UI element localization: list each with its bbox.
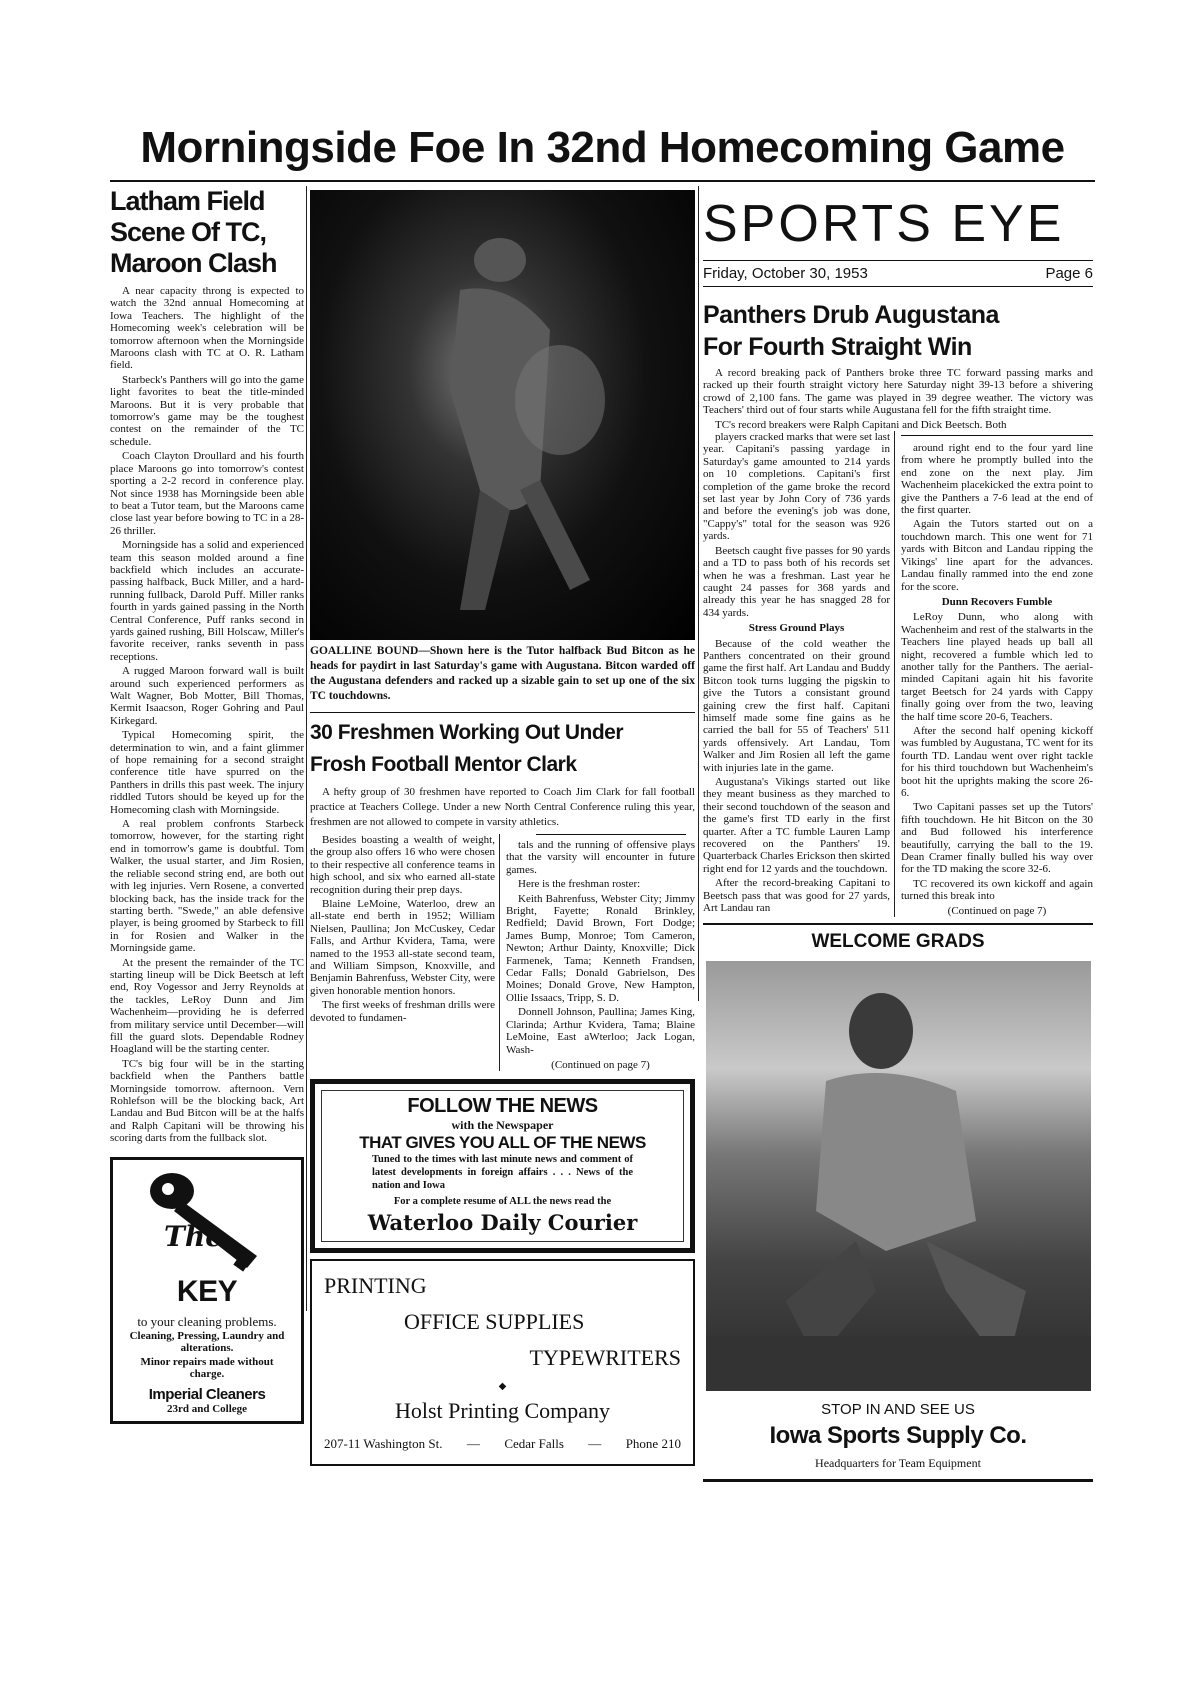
- ad-headline-2: THAT GIVES YOU ALL OF THE NEWS: [359, 1132, 646, 1152]
- paragraph: Again the Tutors started out on a touchdown march. This one went for 71 yards with Bitcon and Landau ripping the Vikings' line apart for the advances. Landau finally rammed into the end zone for the score.: [901, 518, 1093, 593]
- paragraph: Augustana's Vikings started out like they meant business as they marched to their second touchdown of the season and the game's first TD early in the first quarter. After a TC fumble Lauren Lamp recovered on the Panthers' 19. Quarterback Charles Erickson then skirted right end for 12 yards and the touchdown.: [703, 776, 890, 875]
- headline-line: Latham Field: [110, 186, 265, 216]
- paragraph: A real problem confronts Starbeck tomorrow, however, for the starting right end in tomorrow's game is doubtful. Tom Walker, the usual starter, and Jim Rosien, the reliable second string end, are both out with leg injuries. Vern Rosene, a converted blocking back, has the inside track for the starting berth. "Swede," an able defensive player, is being groomed by Starbeck to fill in for Rosien and Walker in the Morningside game.: [110, 818, 304, 955]
- dateline: [703, 261, 1093, 286]
- paragraph: After the second half opening kickoff was fumbled by Augustana, TC went for its fourth TD. Landau went over right tackle for his third touchdown but Wachenheim's boot hit the uprights making the score 26-6.: [901, 724, 1093, 799]
- paragraph: A near capacity throng is expected to watch the 32nd annual Homecoming at Iowa Teachers. The highlight of the Homecoming week's celebration will be tomorrow afternoon when the Morningside Maroons clash with TC at O. R. Latham field.: [110, 285, 304, 372]
- ad-tagline: to your cleaning problems.: [137, 1313, 277, 1329]
- ad-line: STOP IN AND SEE US: [821, 1400, 975, 1418]
- paragraph: Beetsch caught five passes for 90 yards and a TD to pass both of his records set when he was a freshman. Last year he caught 24 passes for 368 yards and already this year he has snagged 28 for 434 yards.: [703, 544, 890, 619]
- lead-paragraph: A hefty group of 30 freshmen have reported to Coach Jim Clark for fall football practice at Teachers College. Under a new North Central Conference ruling this year, freshmen are not allowed to compete in varsity athletics.: [310, 786, 695, 828]
- ad-business-name: Imperial Cleaners: [148, 1385, 266, 1403]
- ad-contact-line: [324, 1436, 681, 1452]
- key-logo-the: The: [164, 1219, 224, 1253]
- paragraph: Coach Clayton Droullard and his fourth place Maroons go into tomorrow's contest sporting a 2-2 record in conference play. Not since 1938 has Morningside been able to beat a Tutor team, but the Maroons came close last year before bowing to TC in a 28-26 thriller.: [110, 450, 304, 537]
- subheading: Stress Ground Plays: [748, 622, 845, 635]
- paragraph: A record breaking pack of Panthers broke three TC forward passing marks and racked up their fourth straight victory here Saturday night 39-13 before a shivering crowd of 2,100 fans. The game was played in 39 degree weather. The victory was Teachers' third out of four starts while Augustana fell for the fifth straight time.: [703, 367, 1093, 417]
- ad-services: Cleaning, Pressing, Laundry and alterations.: [129, 1329, 285, 1354]
- freshmen-column-1: [310, 834, 500, 1071]
- football-player-photo: [706, 961, 1091, 1391]
- photo-caption: [310, 644, 695, 704]
- paragraph: Blaine LeMoine, Waterloo, drew an all-state end berth in 1952; William Nielsen, Paullina; Jon McCuskey, Cedar Falls, and Arthur Kvidera, Tama, were named to the 1953 all-state second team, and William Simpson, Knoxville, and Benjamin Bahrenfuss, Webster City, were given honorable mention honors.: [310, 898, 495, 997]
- headline-line: Frosh Football Mentor Clark: [310, 753, 577, 776]
- key-logo-text: KEY: [176, 1274, 238, 1308]
- caption-text: —Shown here is the Tutor halfback Bud Bitcon as he heads for paydirt in last Saturday's game with Augustana. Bitcon warded off the Augustana defenders and racked up a sizable gain to set up one of the six TC touchdowns.: [310, 645, 695, 702]
- left-article: [110, 186, 304, 1145]
- headline-line: Maroon Clash: [110, 248, 277, 278]
- paragraph: TC's record breakers were Ralph Capitani and Dick Beetsch. Both: [715, 418, 1007, 431]
- page-banner-headline: Morningside Foe In 32nd Homecoming Game: [140, 123, 1065, 172]
- masthead-title: SPORTS EYE: [703, 195, 1065, 253]
- continued-note: (Continued on page 7): [947, 904, 1047, 917]
- separator: —: [588, 1435, 602, 1451]
- bottom-rule: [703, 1479, 1093, 1482]
- ornament-icon: ◆: [498, 1380, 507, 1392]
- paragraph: Besides boasting a wealth of weight, the group also offers 16 who were chosen to their respective all conference teams in high school, and six who earned all-state recognition during their prep days.: [310, 834, 495, 896]
- iowa-sports-supply-ad: [703, 931, 1093, 1482]
- ad-item: TYPEWRITERS: [529, 1344, 681, 1370]
- key-icon: [142, 1166, 272, 1276]
- ad-company: Holst Printing Company: [394, 1397, 611, 1423]
- ad-repairs: Minor repairs made without charge.: [140, 1355, 274, 1380]
- middle-column: [310, 190, 695, 1466]
- section-rule: [703, 923, 1093, 925]
- headline-line: Scene Of TC,: [110, 217, 267, 247]
- panthers-intro: [703, 367, 1093, 431]
- left-article-headline: [110, 186, 304, 279]
- paragraph: Because of the cold weather the Panthers concentrated on their ground game the first half. Art Landau and Buddy Bitcon took turns lugging the pigskin to give the Tutors a consistant ground gaining crew the first half. Capitani himself made some fine gains as he carried the ball for 55 of Teachers' 511 yards offensively. Art Landau, Tom Walker and Jim Rosien all left the game with injuries late in the game.: [703, 637, 890, 774]
- ad-phone: Phone 210: [625, 1435, 681, 1451]
- courier-logo: Waterloo Daily Courier: [367, 1209, 638, 1235]
- page-number: Page 6: [1045, 265, 1093, 282]
- kneeling-player-figure: [706, 961, 1091, 1391]
- subheading: Dunn Recovers Fumble: [941, 595, 1053, 608]
- sports-eye-masthead: [703, 190, 1093, 287]
- paragraph: Morningside has a solid and experienced team this season molded around a fine backfield which includes an accurate-passing halfback, Buck Miller, and a hard-running fullback, Darold Puff. Miller ranks fourth in yards gained passing in the North Central Conference, Puff ranks second in yards gained rushing, Bill Holscaw, Miller's favorite receiver, ranks seventh in pass receptions.: [110, 539, 304, 663]
- freshmen-article: [310, 717, 695, 1071]
- panthers-article: [703, 299, 1093, 917]
- headline-line: 30 Freshmen Working Out Under: [310, 721, 623, 744]
- caption-lead: GOALLINE BOUND: [310, 645, 419, 657]
- football-player-figure: [310, 190, 695, 640]
- paragraph: tals and the running of offensive plays that the varsity will encounter in future games.: [506, 839, 695, 876]
- ad-body: Tuned to the times with last minute news and comment of latest developments in foreign affairs . . . News of the nation and Iowa: [372, 1153, 633, 1191]
- panthers-column-2: [901, 442, 1093, 903]
- continued-note: (Continued on page 7): [551, 1058, 650, 1071]
- paragraph: The first weeks of freshman drills were devoted to fundamen-: [310, 999, 495, 1024]
- ad-call: For a complete resume of ALL the news read the: [393, 1195, 612, 1207]
- paragraph: Donnell Johnson, Paullina; James King, Clarinda; Arthur Kvidera, Tama; Blaine LeMoine, East aWterloo; Jack Logan, Wash-: [506, 1006, 695, 1056]
- paragraph: At the present the remainder of the TC starting lineup will be Dick Beetsch at left end, Roy Vogessor and Jerry Reynolds at the tackles, LeRoy Dunn and Jim Wachenheim—providing he is deferred from military service until December—will fill the guard slots. Dependable Rodney Hoagland will be the starting center.: [110, 956, 304, 1056]
- ad-subline: with the Newspaper: [451, 1117, 554, 1132]
- headline-line: For Fourth Straight Win: [703, 333, 972, 361]
- column-divider: [698, 186, 699, 1001]
- paragraph: players cracked marks that were set last year. Capitani's passing yardage in Saturday's game amounted to 214 yards on 10 completions. Capitani's first completion of the game broke the record set last year by John Cory of 736 yards and before the evening's job was done, "Cappy's" total for the season was 926 yards.: [703, 431, 890, 543]
- paragraph: around right end to the four yard line from where he promptly bulled into the end zone on the next play. Jim Wachenheim placekicked the extra point to give the Panthers a 7-6 lead at the end of the first quarter.: [901, 442, 1093, 517]
- holst-printing-ad: [310, 1259, 695, 1466]
- paragraph: Two Capitani passes set up the Tutors' fifth touchdown. He hit Bitcon on the 30 and Bud followed his interference beautifully, carrying the ball to the 19. Dean Cramer finally bulled his way over for the TD making the score 32-6.: [901, 801, 1093, 876]
- banner-rule: [110, 180, 1095, 182]
- ad-business-name: Iowa Sports Supply Co.: [769, 1421, 1027, 1449]
- ad-item: OFFICE SUPPLIES: [404, 1308, 585, 1334]
- ad-address: 207-11 Washington St.: [324, 1435, 443, 1451]
- section-rule: [310, 712, 695, 713]
- paragraph: A rugged Maroon forward wall is built around such experienced performers as Walt Wagner, Bob Motter, Bill Thomas, Kermit Isaacson, Roger Gohring and Paul Kirkegard.: [110, 665, 304, 727]
- waterloo-courier-ad: [310, 1079, 695, 1253]
- paragraph: Starbeck's Panthers will go into the game light favorites to beat the title-minded Maroons. But it is very probable that tomorrow's game may be the toughest contest on the remainder of the TC schedule.: [110, 373, 304, 448]
- right-column: [703, 190, 1093, 1482]
- ad-item: PRINTING: [324, 1272, 427, 1298]
- paragraph: Typical Homecoming spirit, the determination to win, and a faint glimmer of hope remaining for a second straight conference title have spurred on the Panthers in drills this past week. The injury riddled Tutors should be keyed up for the Homecoming clash with Morningside.: [110, 729, 304, 816]
- column-divider: [306, 186, 307, 1311]
- issue-date: Friday, October 30, 1953: [703, 265, 868, 282]
- panthers-column-1: [703, 431, 895, 917]
- left-column: [110, 186, 304, 1424]
- headline-line: Panthers Drub Augustana: [703, 301, 999, 329]
- ad-tagline: Headquarters for Team Equipment: [815, 1455, 981, 1470]
- ad-headline: FOLLOW THE NEWS: [407, 1094, 598, 1117]
- panthers-headline: [703, 299, 1093, 363]
- paragraph: Here is the freshman roster:: [518, 878, 641, 891]
- imperial-cleaners-ad: [110, 1157, 304, 1424]
- left-article-body: [110, 285, 304, 1145]
- freshmen-lead: [310, 785, 695, 830]
- ad-address: 23rd and College: [166, 1402, 248, 1415]
- paragraph: LeRoy Dunn, who along with Wachenheim and rest of the stalwarts in the Teachers line played heads up ball all night, recovered a fumble which led to another tally for the Panthers. The aerial-minded Capitani again hit his favorite target Beetsch for 24 yards with Cappy finally going over from the two, leaving the half time score 20-6, Teachers.: [901, 611, 1093, 723]
- paragraph: TC recovered its own kickoff and again turned this break into: [901, 877, 1093, 903]
- separator: —: [466, 1435, 480, 1451]
- paragraph: After the record-breaking Capitani to Beetsch pass that was good for 27 yards, Art Landau ran: [703, 877, 890, 915]
- paragraph: Keith Bahrenfuss, Webster City; Jimmy Bright, Fayette; Ronald Brinkley, Redfield; David Brown, Fort Dodge; James Bump, Monroe; Tom Cameron, Newton; Arthur Dainty, Knoxville; Dick Farmenek, Tama; Kenneth Frandsen, Cedar Falls; Donald Gabrielson, Des Moines; Donald Grove, New Hampton, Ollie Issaacs, Tripp, S. D.: [506, 892, 695, 1004]
- freshmen-headline: [310, 717, 695, 781]
- ad-heading: WELCOME GRADS: [811, 930, 985, 952]
- paragraph: TC's big four will be in the starting backfield when the Panthers battle Morningside tomorrow. afternoon. Vern Rohlefson will be the blocking back, Art Landau and Bud Bitcon will be at the halfs and Ralph Capitani will be throwing his scoring darts from the fullback slot.: [110, 1057, 304, 1145]
- goalline-photo: [310, 190, 695, 640]
- ad-city: Cedar Falls: [504, 1435, 564, 1451]
- freshmen-column-2: [506, 839, 695, 1056]
